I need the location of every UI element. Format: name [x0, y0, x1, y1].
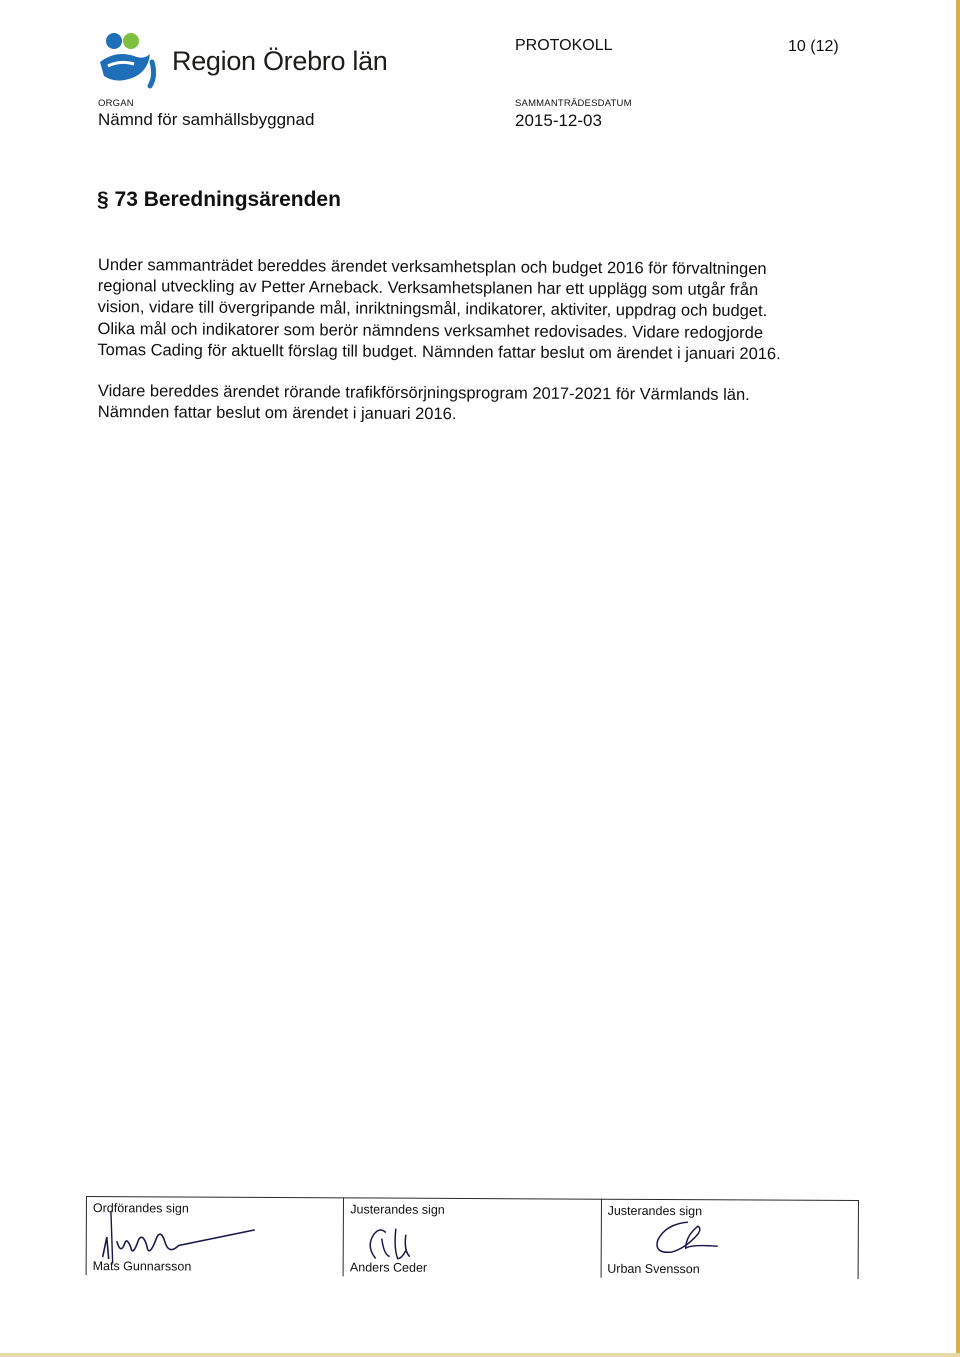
signature-cell-adjuster-2 — [600, 1199, 859, 1279]
paragraph-budget — [97, 255, 858, 366]
signature-cell-adjuster-1 — [343, 1197, 601, 1277]
signature-name: Anders Ceder — [349, 1260, 428, 1275]
paragraph-line: Nämnden fattar beslut om ärendet i januari 2016. — [97, 403, 457, 424]
signature-name: Mats Gunnarsson — [92, 1259, 192, 1274]
paragraph-line: Under sammanträdet bereddes ärendet verksamhetsplan och budget 2016 för förvaltningen — [97, 255, 767, 279]
organ-value: Nämnd för samhällsbyggnad — [98, 110, 315, 129]
meeting-date-label: SAMMANTRÄDESDATUM — [515, 98, 632, 109]
paragraph-traffic-program — [98, 381, 858, 428]
scan-edge-right — [956, 0, 960, 1357]
document-type: PROTOKOLL — [515, 37, 613, 54]
signature-label: Justerandes sign — [607, 1203, 703, 1219]
paragraph-line: Olika mål och indikatorer som berör nämndens verksamhet redovisades. Vidare redogjorde — [97, 319, 764, 342]
signature-cell-chair — [86, 1196, 344, 1276]
scan-edge-bottom — [0, 1353, 960, 1357]
signature-label: Justerandes sign — [350, 1202, 445, 1217]
meeting-date-value: 2015-12-03 — [515, 111, 602, 130]
organization-name: Region Örebro län — [172, 46, 388, 76]
paragraph-line: Tomas Cading för aktuellt förslag till budget. Nämnden fattar beslut om ärendet i januari 2016. — [97, 340, 781, 363]
section-title: § 73 Beredningsärenden — [97, 188, 341, 211]
paragraph-line: regional utveckling av Petter Arneback. Verksamhetsplanen har ett upplägg som utgår från — [97, 277, 759, 300]
paragraph-line: vision, vidare till övergripande mål, inriktningsmål, indikatorer, aktiviter, uppdrag och budget. — [97, 298, 768, 321]
signature-name: Urban Svensson — [607, 1261, 700, 1277]
page-number: 10 (12) — [788, 38, 839, 55]
signature-table — [86, 1196, 859, 1278]
organ-label: ORGAN — [98, 98, 134, 109]
region-orebro-logo-icon — [94, 32, 160, 90]
paragraph-line: Vidare bereddes ärendet rörande trafikförsörjningsprogram 2017-2021 för Värmlands län. — [97, 381, 750, 404]
signature-label: Ordförandes sign — [92, 1201, 189, 1216]
